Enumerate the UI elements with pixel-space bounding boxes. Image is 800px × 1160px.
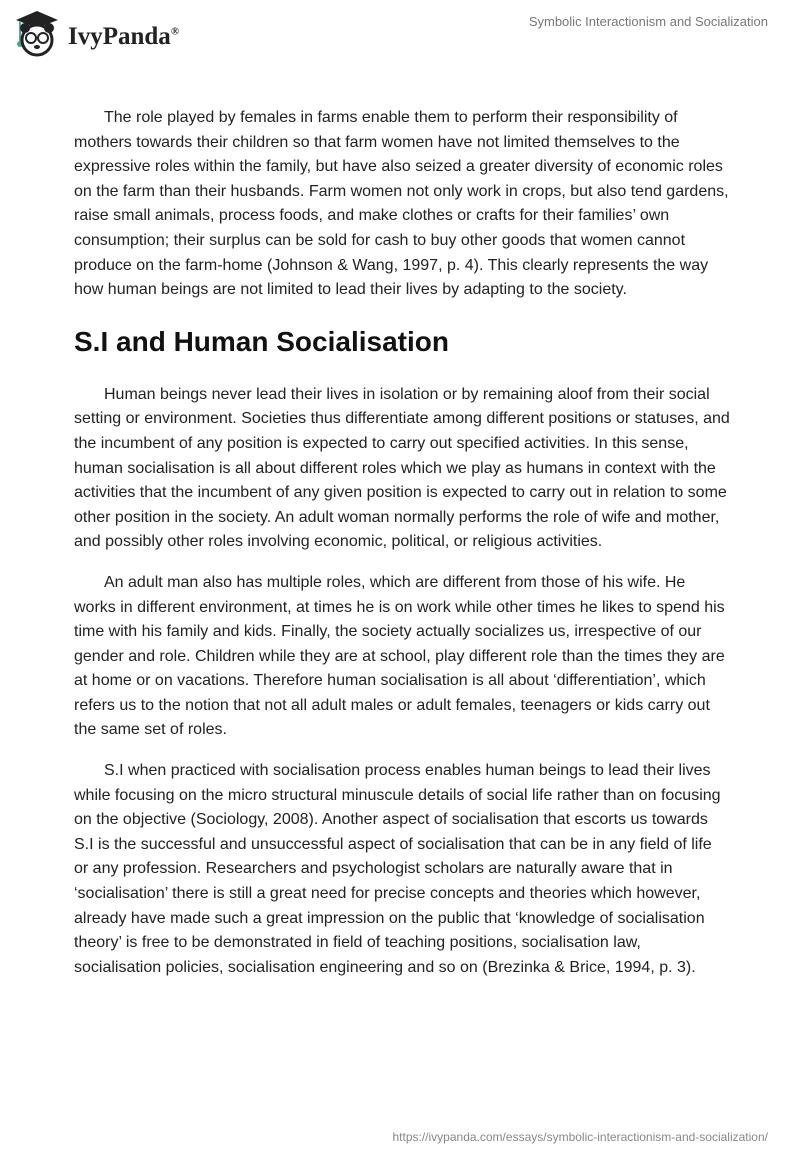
panda-graduate-icon	[12, 8, 62, 58]
source-url[interactable]: https://ivypanda.com/essays/symbolic-interactionism-and-socialization/	[392, 1130, 768, 1144]
paragraph: The role played by females in farms enable them to perform their responsibility of mothers towards their children so that farm women have not limited themselves to the expressive roles within the family, but have also seized a greater diversity of economic roles on the farm than their husbands. Farm women not only work in crops, but also tend gardens, raise small animals, process foods, and make clothes or crafts for their families’ own consumption; their surplus can be sold for cash to buy other goods that women cannot produce on the farm-home (Johnson & Wang, 1997, p. 4). This clearly represents the way how human beings are not limited to lead their lives by adapting to the society.	[74, 109, 729, 299]
ivypanda-logo[interactable]	[12, 8, 179, 58]
logo-text: IvyPanda	[68, 23, 171, 50]
paragraph: S.I when practiced with socialisation process enables human beings to lead their lives while focusing on the micro structural minuscule details of social life rather than on focusing on the objective (Sociology, 2008). Another aspect of socialisation that escorts us towards S.I is the successful and unsuccessful aspect of socialisation that can be in any field of life or any profession. Researchers and psychologist scholars are naturally aware that in ‘socialisation’ there is still a great need for precise concepts and theories which however, already have made such a great impression on the public that ‘knowledge of socialisation theory’ is free to be demonstrated in field of teaching positions, socialisation law, socialisation policies, socialisation engineering and so on (Brezinka & Brice, 1994, p. 3).	[74, 762, 721, 976]
page-header	[0, 0, 800, 70]
essay-content	[74, 106, 730, 996]
registered-mark: ®	[170, 25, 180, 38]
paragraph: An adult man also has multiple roles, which are different from those of his wife. He works in different environment, at times he is on work while other times he likes to spend his time with his family and kids. Finally, the society actually socializes us, irrespective of our gender and role. Children while they are at school, play different role than the times they are at home or on vacations. Therefore human socialisation is all about ‘differentiation’, which refers us to the notion that not all adult males or adult females, teenagers or kids carry out the same set of roles.	[74, 573, 725, 739]
document-title: Symbolic Interactionism and Socialization	[528, 14, 768, 29]
paragraph: Human beings never lead their lives in isolation or by remaining aloof from their social setting or environment. Societies thus differentiate among different positions or statuses, and the incumbent of any position is expected to carry out specified activities. In this sense, human socialisation is all about different roles which we play as humans in context with the activities that the incumbent of any given position is expected to carry out in relation to some other position in the society. An adult woman normally performs the role of wife and mother, and possibly other roles involving economic, political, or religious activities.	[74, 385, 730, 551]
section-heading: S.I and Human Socialisation	[74, 325, 449, 357]
